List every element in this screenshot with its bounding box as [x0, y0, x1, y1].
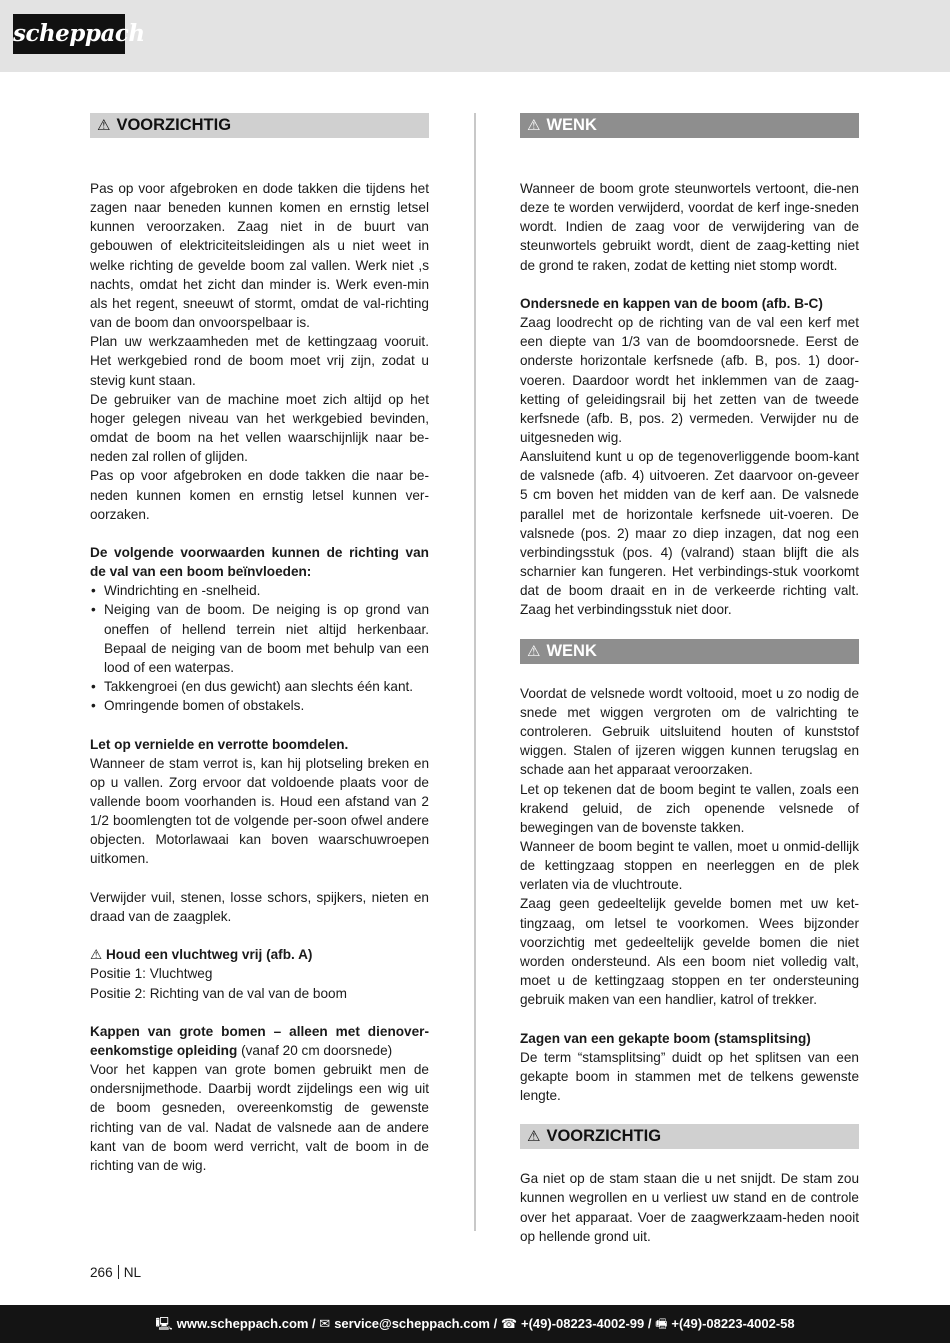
warning-triangle-icon: ⚠ — [527, 1128, 541, 1146]
warning-triangle-icon: ⚠ — [527, 642, 541, 660]
phone-icon: ☎ — [500, 1316, 518, 1331]
paragraph: Voordat de velsnede wordt voltooid, moet u zo nodig de snede met wiggen vergroten om de valrichting te controleren. Gebruik uitsluitend houten of kunststof wiggen. Stalen of ijzeren wiggen kunnen terugslag en schade aan het apparaat veroorzaken. — [520, 685, 859, 778]
page-number-value: 266 — [90, 1265, 113, 1280]
email-link[interactable]: service@scheppach.com / — [334, 1316, 498, 1331]
page-number — [90, 1265, 141, 1280]
section-heading: De volgende voorwaarden kunnen de richting van de val van een boom beïnvloeden: — [90, 544, 429, 580]
bullet-list — [90, 581, 429, 715]
felling-heading-suffix: (vanaf 20 cm doorsnede) — [237, 1042, 393, 1058]
fax-icon: 🖷 — [655, 1316, 668, 1331]
paragraph: Voor het kappen van grote bomen gebruikt men de ondersnijmethode. Daarbij wordt zijdelings een wig uit de boom gesneden, overeenkomstig de gewenste richting van de val. Nadat de valsnede aan de andere kant van de boom werd verricht, valt de boom in de richting van de wig. — [90, 1062, 429, 1173]
section-heading: Ondersnede en kappen van de boom (afb. B-C) — [520, 295, 823, 311]
language-code: NL — [123, 1265, 142, 1280]
warning-triangle-icon: ⚠ — [90, 947, 106, 963]
list-item: • Takkengroei (en dus gewicht) aan slechts één kant. — [90, 677, 429, 696]
paragraph: De term “stamsplitsing” duidt op het splitsen van een gekapte boom in stammen met de telkens gewenste lengte. — [520, 1049, 859, 1103]
column-divider — [474, 113, 476, 1231]
paragraph: Pas op voor afgebroken en dode takken die naar be-neden kunnen komen en ernstig letsel kunnen ver-oorzaken. — [90, 468, 429, 522]
paragraph: Zaag loodrecht op de richting van de val een kerf met een diepte van 1/3 van de boomdoorsnede. Eerst de onderste horizontale kerfsnede (afb. B, pos. 1) door-voeren. Daardoor wordt het inklemmen van de zaag-ketting of geleidingsrail bij het zetten van de tweede kerfsnede (afb. B, pos. 2) vermeden. Verwijder nu de uitgesneden wig. — [520, 315, 859, 446]
section-heading: Let op vernielde en verrotte boomdelen. — [90, 736, 349, 752]
tip-title: WENK — [546, 641, 597, 660]
list-item: • Windrichting en -snelheid. — [90, 581, 429, 600]
paragraph: Aansluitend kunt u op de tegenoverliggende boom-kant de valsnede (afb. 4) uitvoeren. Zet daarvoor on-geveer 5 cm boven het midden van de kerf aan. De valsnede parallel met de horizontale kerfsnede uit-voeren. De valsnede (pos. 2) maar zo diep inzagen, dat nog een verbindingsstuk (pos. 4) (valrand) staan blijft die als scharnier kan fungeren. Het verbindings-stuk voorkomt dat de boom draait en in de verkeerde richting valt. Zaag het verbindingsstuk niet door. — [520, 449, 859, 618]
paragraph: Wanneer de stam verrot is, kan hij plotseling breken en op u vallen. Zorg ervoor dat voldoende plaats voor de vallende boom voorhanden is. Houd een afstand van 2 1/2 boomlengten tot de volgende per-soon ofwel andere objecten. Motorlawaai kan boven waarschuwroepen uitkomen. — [90, 755, 429, 867]
caution-banner — [520, 1124, 859, 1149]
scheppach-logo: scheppach — [13, 14, 125, 54]
list-item: • Omringende bomen of obstakels. — [90, 696, 429, 715]
left-column — [90, 113, 429, 1175]
paragraph: Ga niet op de stam staan die u net snijdt. De stam zou kunnen wegrollen en u verliest uw stand en de controle over het apparaat. Voer de zaagwerkzaam-heden nooit op hellende grond uit. — [520, 1171, 859, 1244]
position-line: Positie 2: Richting van de val van de boom — [90, 985, 347, 1001]
phone-number: +(49)-08223-4002-99 / — [521, 1316, 652, 1331]
section-heading — [90, 945, 429, 964]
list-item: • Neiging van de boom. De neiging is op grond van oneffen of hellend terrein niet altijd herkenbaar. Bepaal de neiging van de boom met behulp van een lood of een waterpas. — [90, 600, 429, 677]
paragraph: Verwijder vuil, stenen, losse schors, spijkers, nieten en draad van de zaagplek. — [90, 889, 429, 924]
page-footer — [0, 1305, 950, 1343]
paragraph: Pas op voor afgebroken en dode takken die tijdens het zagen naar beneden kunnen komen en ernstig letsel kunnen veroorzaken. Zaag niet in de buurt van gebouwen of elektriciteitsleidingen als u niet weet in welke richting de gevelde boom zal vallen. Werk niet ,s nachts, omdat het zicht dan minder is. Werk even-min als het regent, sneeuwt of stormt, omdat de val-richting van de boom dan onvoorspelbaar is. — [90, 181, 429, 331]
computer-icon: 🖳 — [155, 1316, 173, 1331]
warning-triangle-icon: ⚠ — [97, 117, 111, 134]
mail-icon: ✉ — [319, 1316, 331, 1331]
paragraph: Plan uw werkzaamheden met de kettingzaag vooruit. Het werkgebied rond de boom moet vrij zijn, zodat u stevig kunt staan. — [90, 334, 429, 388]
section-heading: Zagen van een gekapte boom (stamsplitsing) — [520, 1030, 811, 1046]
tip-banner — [520, 113, 859, 138]
warning-triangle-icon: ⚠ — [527, 117, 541, 134]
escape-route-heading: Houd een vluchtweg vrij (afb. A) — [105, 947, 313, 963]
paragraph: Zaag geen gedeeltelijk gevelde bomen met uw ket-tingzaag, om letsel te voorkomen. Wees bijzonder voorzichtig met gedeeltelijk gevelde bomen die niet worden ondersteund. Als een boom niet volledig valt, moet u de kettingzaag stoppen en ter ondersteuning gebruik maken van een handlier, katrol of trekker. — [520, 896, 859, 1008]
paragraph: Wanneer de boom grote steunwortels vertoont, die-nen deze te worden verwijderd, voordat de kerf inge-sneden wordt. Indien de zaag voor de verwijdering van de steunwortels gebruikt wordt, dient de zaag-ketting niet de grond te raken, zodat de ketting niet stomp wordt. — [520, 181, 859, 273]
separator — [118, 1265, 119, 1279]
tip-banner — [520, 639, 859, 664]
paragraph: Wanneer de boom begint te vallen, moet u onmid-dellijk de kettingzaag stoppen en neerleggen en de plek verlaten via de vluchtroute. — [520, 838, 859, 893]
caution-title: VOORZICHTIG — [546, 1127, 662, 1146]
right-column — [520, 113, 859, 1246]
felling-heading: Kappen van grote bomen – alleen met dienover-eenkomstige opleiding — [90, 1023, 429, 1058]
section-heading — [90, 1022, 429, 1060]
caution-title: VOORZICHTIG — [116, 116, 232, 134]
fax-number: +(49)-08223-4002-58 — [671, 1316, 795, 1331]
paragraph: Let op tekenen dat de boom begint te vallen, zoals een krakend geluid, de zich openende velsnede of bewegingen van de bovenste takken. — [520, 781, 859, 835]
caution-banner — [90, 113, 429, 138]
position-line: Positie 1: Vluchtweg — [90, 966, 213, 982]
paragraph: De gebruiker van de machine moet zich altijd op het hoger gelegen niveau van het werkgebied bevinden, omdat de boom na het vellen waarschijnlijk naar be-neden zal rollen of glijden. — [90, 391, 429, 465]
tip-title: WENK — [546, 116, 597, 134]
website-link[interactable]: www.scheppach.com / — [176, 1316, 316, 1331]
page-header — [0, 0, 950, 72]
